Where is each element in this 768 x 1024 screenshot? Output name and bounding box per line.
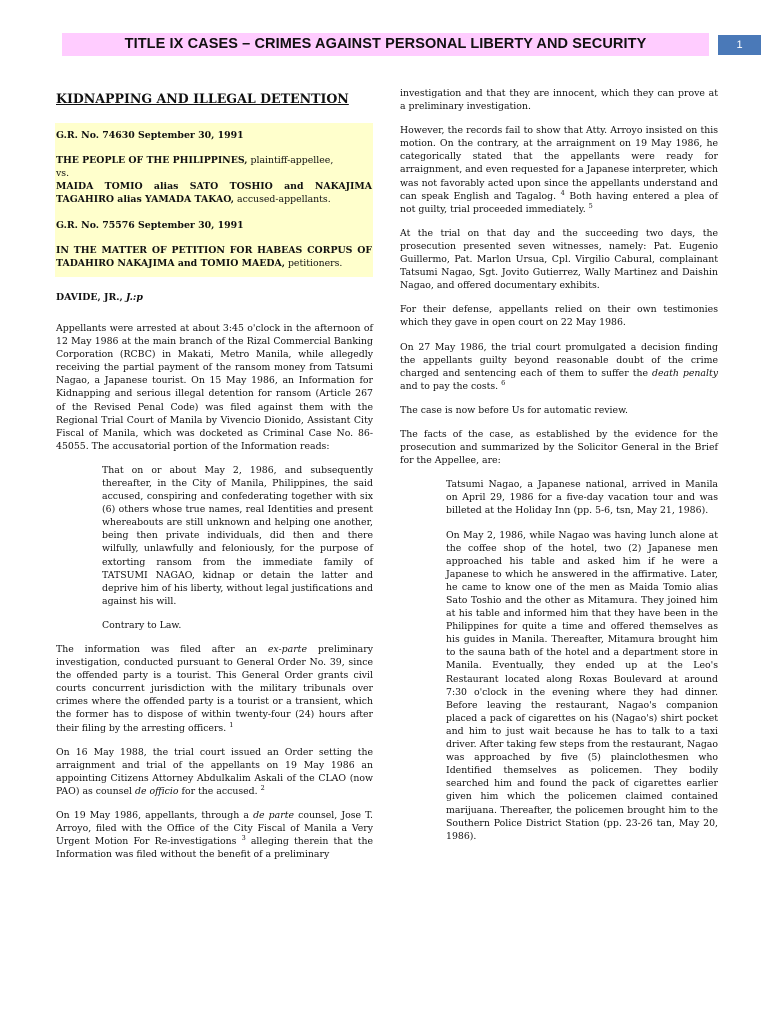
paragraph-r2: However, the records fail to show that Atty. Arroyo insisted on this motion. On the contrary, at the arraignment on 19 May 1986, he categorically stated that the appellants were ready for arraignment, and even requested for a Japanese interpreter, which was not favorably acted upon since the appellants understand and can speak English and Tagalog. $^4$ Both having entered a plea of not guilty, trial proceeded immediately. $^5$: [400, 125, 719, 215]
paragraph-4: On 19 May 1986, appellants, through a de parte counsel, Jose T. Arroyo, filed with the Office of the City Fiscal of Manila a Very Urgent Motion For Re-investigations $^3$ alleging therein that the Information was filed without the benefit of a preliminary: [56, 810, 373, 861]
petition-title: IN THE MATTER OF PETITION FOR HABEAS CORPUS OF TADAHIRO NAKAJIMA and TOMIO MAEDA,: [56, 244, 372, 269]
party-accused: MAIDA TOMIO alias SATO TOSHIO and NAKAJIMA TAGAHIRO alias YAMADA TAKAO,: [56, 181, 372, 206]
gr-number-2: G.R. No. 75576 September 30, 1991: [56, 219, 244, 231]
paragraph-r7: The facts of the case, as established by the evidence for the prosecution and summarized by the Solicitor General in the Brief for the Appellee, are:: [400, 428, 718, 467]
paragraph-r5: On 27 May 1986, the trial court promulgated a decision finding the appellants guilty beyond reasonable doubt of the crime charged and sentencing each of them to suffer the death penalty and to pay the costs. $^6$: [400, 341, 718, 392]
facts-quote-2: On May 2, 1986, while Nagao was having lunch alone at the coffee shop of the hotel, two (2) Japanese men approached his table and asked him if he were a Japanese to which he answered in the affirmative. Later, he came to know one of the men as Maida Tomio alias Sato Toshio and the other as Mitamura. They joined him at his table and informed him that they have been in the Philippines for quite a time and offered themselves as his guides in Manila. Thereafter, Mitamura brought him to the sauna bath of the hotel and a department store in Manila. Eventually, they ended up at the Leo's Restaurant located along Roxas Boulevard at around 7:30 o'clock in the evening where they had dinner. Before leaving the restaurant, Nagao's companion placed a pack of cigarettes on his (Nagao's) shirt pocket and him to just wait because he has to talk to a taxi driver. After taking few steps from the restaurant, Nagao was approached by five (5) plainclothesmen who Identified themselves as policemen. They bodily searched him and found the pack of cigarettes earlier given him which the policemen claimed contained marijuana. Thereafter, the policemen brought him to the Southern Police District Station (pp. 23-26 tan, May 20, 1986).: [446, 529, 718, 842]
information-quote: That on or about May 2, 1986, and subsequently thereafter, in the City of Manila, Philippines, the said accused, conspiring and confederating together with six (6) others whose true names, real Identities and present whereabouts are still unknown and helping one another, being then private individuals, did then and there wilfully, unlawfully and feloniously, for the purpose of extorting ransom from the immediate family of TATSUMI NAGAO, kidnap or detain the latter and deprive him of his liberty, without legal justifications and against his will.: [102, 464, 373, 607]
paragraph-3: On 16 May 1988, the trial court issued an Order setting the arraignment and trial of the appellants on 19 May 1986 an appointing Citizens Attorney Abdulkalim Askali of the CLAO (now PAO) as counsel de officio for the accused. $^2$: [56, 746, 373, 797]
paragraph-1: Appellants were arrested at about 3:45 o'clock in the afternoon of 12 May 1986 at the main branch of the Rizal Commercial Banking Corporation (RCBC) in Makati, Metro Manila, while allegedly receiving the partial payment of the ransom money from Tatsumi Nagao, a Japanese tourist. On 15 May 1986, an Information for Kidnapping and serious illegal detention for ransom (Article 267 of the Revised Penal Code) was filed against them with the Regional Trial Court of Manila by Vivencio Dionido, Assistant City Fiscal of Manila, which was docketed as Criminal Case No. 86-45055. The accusatorial portion of the Information reads:: [56, 322, 373, 452]
party-plaintiff: THE PEOPLE OF THE PHILIPPINES,: [56, 155, 248, 167]
facts-quote-1: Tatsumi Nagao, a Japanese national, arrived in Manila on April 29, 1986 for a five-day vacation tour and was billeted at the Holiday Inn (pp. 5-6, tsn, May 21, 1986).: [446, 479, 718, 517]
paragraph-r6: The case is now before Us for automatic review.: [400, 404, 628, 416]
right-column: [400, 87, 718, 854]
paragraph-r1: investigation and that they are innocent, which they can prove at a preliminary investigation.: [400, 88, 718, 113]
versus: vs.: [56, 168, 70, 180]
left-column: [56, 88, 373, 872]
gr-number-1: G.R. No. 74630 September 30, 1991: [56, 130, 244, 142]
paragraph-2: The information was filed after an ex-parte preliminary investigation, conducted pursuant to General Order No. 39, since the offended party is a tourist. This General Order grants civil courts concurrent jurisdiction with the military tribunals over crimes where the offended party is a tourist or a transient, which the former has to dispose of within twenty-four (24) hours after their filing by the arresting officers. $^1$: [56, 644, 373, 734]
contrary-to-law: Contrary to Law.: [102, 619, 182, 631]
page-header-title: TITLE IX CASES – CRIMES AGAINST PERSONAL LIBERTY AND SECURITY: [124, 36, 647, 52]
ponente: DAVIDE, JR., J.:p: [56, 291, 143, 303]
case-caption-block: G.R. No. 74630 September 30, 1991 THE PEOPLE OF THE PHILIPPINES, plaintiff-appellee, vs. MAIDA TOMIO alias SATO TOSHIO and NAKAJIMA TAGAHIRO alias YAMADA TAKAO, accused-appellants. G.R. No. 75576 September 30, 1991 IN THE MATTER OF PETITION FOR HABEAS CORPUS OF TADAHIRO NAKAJIMA and TOMIO MAEDA, petitioners.: [55, 123, 373, 277]
section-heading: KIDNAPPING AND ILLEGAL DETENTION: [56, 91, 349, 106]
page-number-badge: 1: [718, 35, 761, 55]
paragraph-r4: For their defense, appellants relied on their own testimonies which they gave in open court on 22 May 1986.: [400, 304, 718, 329]
paragraph-r3: At the trial on that day and the succeeding two days, the prosecution presented seven witnesses, namely: Pat. Eugenio Guillermo, Pat. Marlon Ursua, Cpl. Virgilio Cabural, complainant Tatsumi Nagao, Sgt. Jovito Gutierrez, Wally Martinez and Daishin Nagao, and offered documentary exhibits.: [400, 227, 718, 292]
